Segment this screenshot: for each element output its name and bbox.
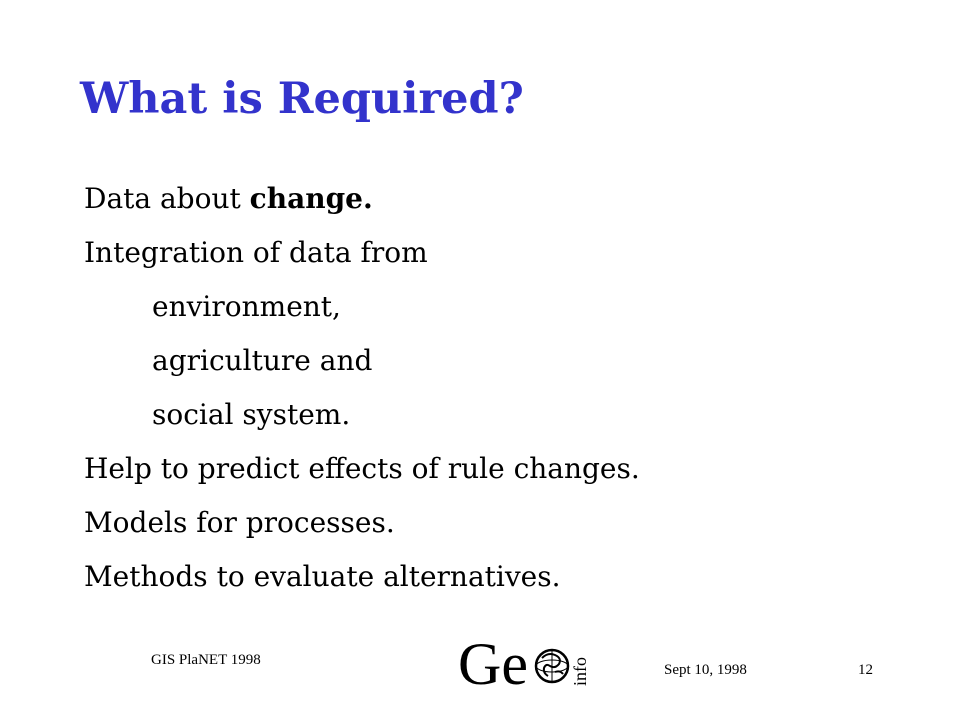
- list-item: [84, 280, 640, 334]
- bullet-list: [84, 172, 640, 604]
- logo-sub-text: info: [570, 657, 590, 686]
- logo-main-text: Ge: [458, 631, 528, 697]
- line-text: Help to predict effects of rule changes.: [84, 452, 640, 485]
- page-number: 12: [858, 662, 873, 678]
- line-text: environment,: [152, 290, 341, 323]
- geoinfo-logo: [458, 628, 598, 698]
- list-item: [84, 442, 640, 496]
- footer-left-text: GIS PlaNET 1998: [151, 652, 261, 668]
- line-text: Methods to evaluate alternatives.: [84, 560, 561, 593]
- line-text: Models for processes.: [84, 506, 395, 539]
- slide-title: What is Required?: [80, 74, 524, 124]
- line-text: social system.: [152, 398, 351, 431]
- line-text: Integration of data from: [84, 236, 428, 269]
- footer-date: Sept 10, 1998: [664, 662, 747, 678]
- list-item: [84, 334, 640, 388]
- list-item: [84, 172, 640, 226]
- globe-icon: [536, 650, 568, 682]
- line-text: Data about: [84, 182, 250, 215]
- line-emphasis: change.: [249, 182, 373, 215]
- list-item: [84, 388, 640, 442]
- list-item: [84, 550, 640, 604]
- list-item: [84, 496, 640, 550]
- line-text: agriculture and: [152, 344, 373, 377]
- list-item: [84, 226, 640, 280]
